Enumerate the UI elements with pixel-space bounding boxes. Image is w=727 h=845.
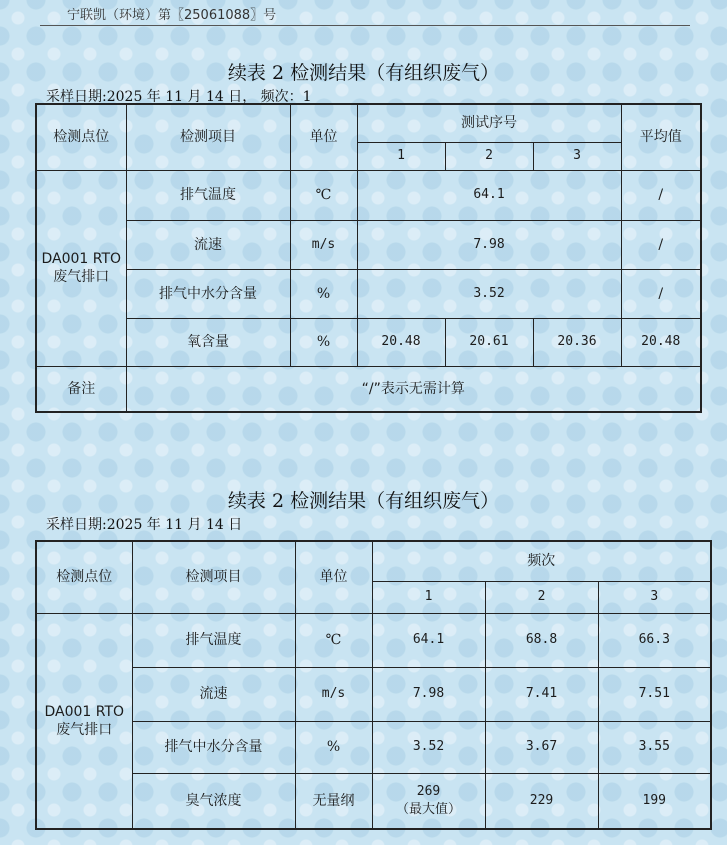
t1-row2-avg: / <box>621 269 701 318</box>
table-row <box>36 667 711 721</box>
t1-row3-unit: % <box>290 318 357 366</box>
t1-header-group: 测试序号 <box>357 104 621 142</box>
t2-header-unit: 单位 <box>295 541 372 613</box>
t1-row1-item: 流速 <box>126 220 290 269</box>
table2-subtitle: 采样日期:2025 年 11 月 14 日 <box>46 517 243 533</box>
t1-remark-text: “/”表示无需计算 <box>126 366 701 412</box>
t2-row1-v1: 7.98 <box>372 667 485 721</box>
t1-header-item: 检测项目 <box>126 104 290 170</box>
t1-header-avg: 平均值 <box>621 104 701 170</box>
table1-subtitle: 采样日期:2025 年 11 月 14 日， 频次：1 <box>46 89 312 105</box>
t1-row0-value: 64.1 <box>357 170 621 220</box>
t2-header-group: 频次 <box>372 541 711 581</box>
t2-header-c2: 2 <box>485 581 598 613</box>
table2 <box>35 540 712 830</box>
table1 <box>35 103 702 413</box>
t1-header-c2: 2 <box>445 142 533 170</box>
t1-point-name: DA001 RTO 废气排口 <box>36 170 126 366</box>
t1-header-c3: 3 <box>533 142 621 170</box>
table-row <box>36 170 701 220</box>
t2-row0-unit: ℃ <box>295 613 372 667</box>
t2-header-point: 检测点位 <box>36 541 132 613</box>
t1-row2-item: 排气中水分含量 <box>126 269 290 318</box>
t2-row3-v1: 269 （最大值） <box>372 773 485 829</box>
t1-row3-avg: 20.48 <box>621 318 701 366</box>
t1-row2-value: 3.52 <box>357 269 621 318</box>
t2-header-item: 检测项目 <box>132 541 295 613</box>
t1-row0-avg: / <box>621 170 701 220</box>
t2-row0-v1: 64.1 <box>372 613 485 667</box>
t2-row3-v3: 199 <box>598 773 711 829</box>
t1-row1-value: 7.98 <box>357 220 621 269</box>
t2-row2-v3: 3.55 <box>598 721 711 773</box>
t2-row2-unit: % <box>295 721 372 773</box>
t2-row1-v2: 7.41 <box>485 667 598 721</box>
t1-header-point: 检测点位 <box>36 104 126 170</box>
t2-row0-v2: 68.8 <box>485 613 598 667</box>
table1-title: 续表 2 检测结果（有组织废气） <box>227 62 500 84</box>
table-row <box>36 220 701 269</box>
t1-row3-v1: 20.48 <box>357 318 445 366</box>
t2-header-c1: 1 <box>372 581 485 613</box>
t1-row3-v3: 20.36 <box>533 318 621 366</box>
t1-row3-item: 氧含量 <box>126 318 290 366</box>
t1-row1-unit: m/s <box>290 220 357 269</box>
t2-row1-item: 流速 <box>132 667 295 721</box>
t2-row2-v2: 3.67 <box>485 721 598 773</box>
t2-row1-unit: m/s <box>295 667 372 721</box>
table2-title: 续表 2 检测结果（有组织废气） <box>227 490 500 512</box>
t1-row3-v2: 20.61 <box>445 318 533 366</box>
t1-row1-avg: / <box>621 220 701 269</box>
table-row <box>36 773 711 829</box>
t2-row3-item: 臭气浓度 <box>132 773 295 829</box>
report-id: 宁联凯（环境）第〖25061088〗号 <box>67 8 277 23</box>
table-row <box>36 613 711 667</box>
t2-row1-v3: 7.51 <box>598 667 711 721</box>
table-row <box>36 366 701 412</box>
t2-point-name: DA001 RTO 废气排口 <box>36 613 132 829</box>
t1-header-c1: 1 <box>357 142 445 170</box>
t1-header-unit: 单位 <box>290 104 357 170</box>
table-row <box>36 318 701 366</box>
t1-row0-item: 排气温度 <box>126 170 290 220</box>
t2-row3-v2: 229 <box>485 773 598 829</box>
t2-row0-item: 排气温度 <box>132 613 295 667</box>
t2-row2-item: 排气中水分含量 <box>132 721 295 773</box>
header-rule <box>40 25 690 26</box>
t1-remark-label: 备注 <box>36 366 126 412</box>
table-row <box>36 269 701 318</box>
table-row <box>36 721 711 773</box>
t2-row0-v3: 66.3 <box>598 613 711 667</box>
t1-row2-unit: % <box>290 269 357 318</box>
t2-row3-unit: 无量纲 <box>295 773 372 829</box>
t2-row2-v1: 3.52 <box>372 721 485 773</box>
t1-row0-unit: ℃ <box>290 170 357 220</box>
t2-header-c3: 3 <box>598 581 711 613</box>
